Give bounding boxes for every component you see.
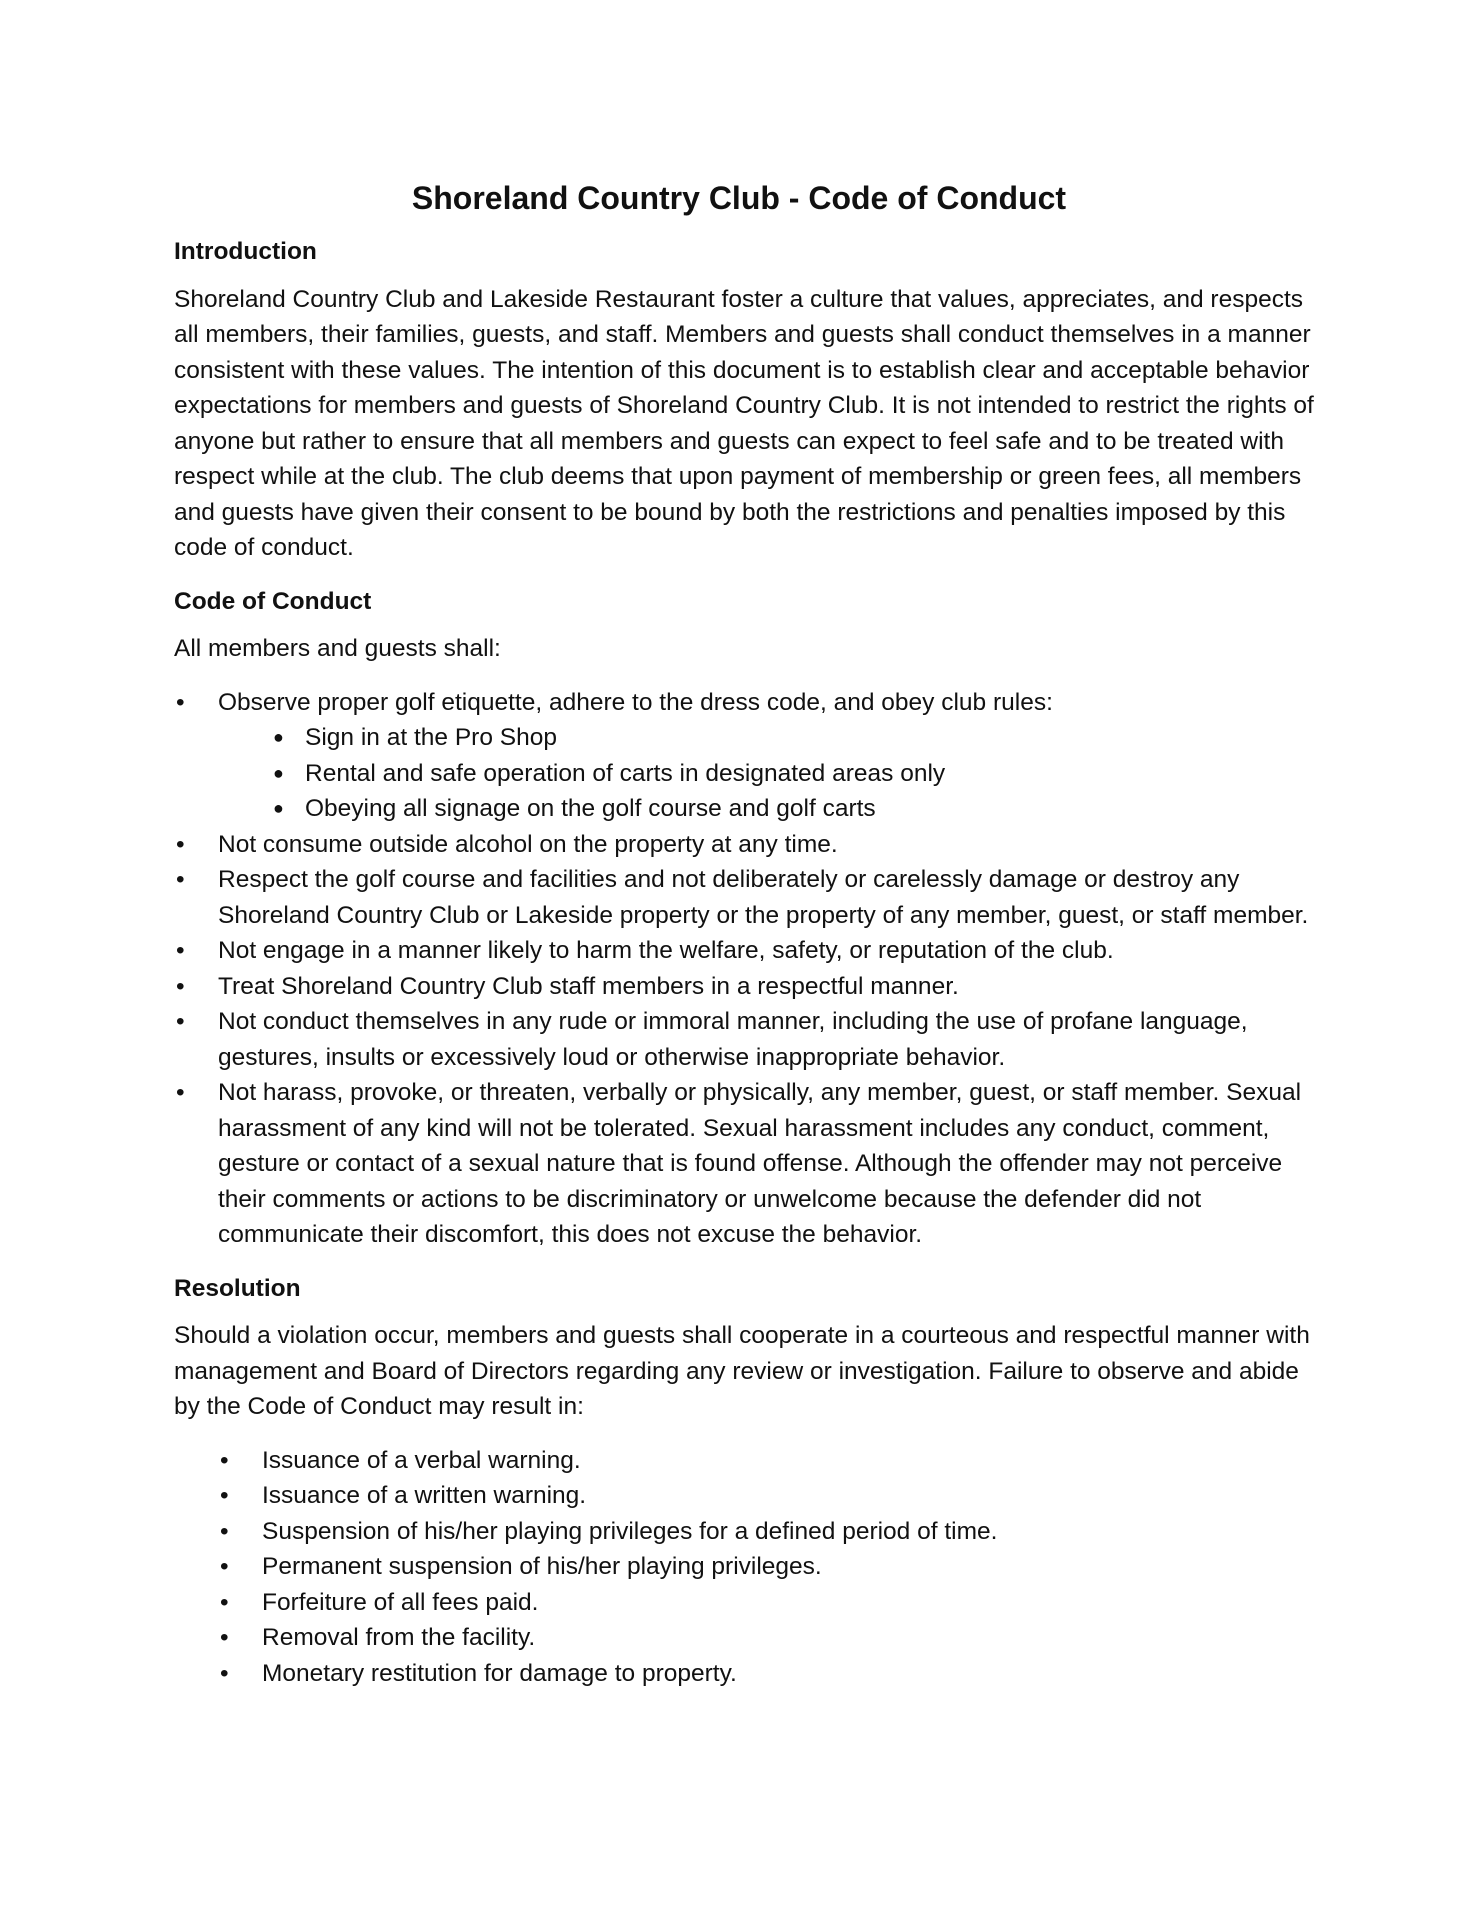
conduct-item: • Treat Shoreland Country Club staff members in a respectful manner. (174, 969, 1324, 1005)
penalties-list (174, 1443, 1324, 1692)
conduct-list (174, 685, 1324, 1253)
penalty-item: • Suspension of his/her playing privileges for a defined period of time. (174, 1514, 1324, 1550)
conduct-item (174, 685, 1324, 827)
penalty-item: • Permanent suspension of his/her playing privileges. (174, 1549, 1324, 1585)
penalty-item: • Removal from the facility. (174, 1620, 1324, 1656)
conduct-item: • Not engage in a manner likely to harm the welfare, safety, or reputation of the club. (174, 933, 1324, 969)
conduct-item: • Respect the golf course and facilities and not deliberately or carelessly damage or destroy any Shoreland Country Club or Lakeside property or the property of any member, guest, or staff member. (174, 862, 1324, 933)
document-title: Shoreland Country Club - Code of Conduct (411, 180, 1067, 216)
penalty-item: • Forfeiture of all fees paid. (174, 1585, 1324, 1621)
club-rule-item: ● Sign in at the Pro Shop (174, 720, 1324, 756)
introduction-heading: Introduction (174, 238, 317, 265)
conduct-item: • Not conduct themselves in any rude or immoral manner, including the use of profane language, gestures, insults or excessively loud or otherwise inappropriate behavior. (174, 1004, 1324, 1075)
club-rule-item: ● Rental and safe operation of carts in designated areas only (174, 756, 1324, 792)
document-page (174, 170, 1324, 1691)
penalty-item: • Issuance of a verbal warning. (174, 1443, 1324, 1479)
club-rule-item: ● Obeying all signage on the golf course and golf carts (174, 791, 1324, 827)
resolution-body: Should a violation occur, members and guests shall cooperate in a courteous and respectful manner with management and Board of Directors regarding any review or investigation. Failure to observe and abide by the Code of Conduct may result in: (174, 1322, 1310, 1420)
code-of-conduct-heading: Code of Conduct (174, 587, 372, 615)
introduction-body: Shoreland Country Club and Lakeside Restaurant foster a culture that values, appreciates, and respects all members, their families, guests, and staff. Members and guests shall conduct themselves in a manner consistent with these values. The intention of this document is to establish clear and acceptable behavior expectations for members and guests of Shoreland Country Club. It is not intended to restrict the rights of anyone but rather to ensure that all members and guests can expect to feel safe and to be treated with respect while at the club. The club deems that upon payment of membership or green fees, all members and guests have given their consent to be bound by both the restrictions and penalties imposed by this code of conduct. (174, 285, 1314, 561)
conduct-item: • Not harass, provoke, or threaten, verbally or physically, any member, guest, or staff member. Sexual harassment of any kind will not be tolerated. Sexual harassment includes any conduct, comment, gesture or contact of a sexual nature that is found offense. Although the offender may not perceive their comments or actions to be discriminatory or unwelcome because the defender did not communicate their discomfort, this does not excuse the behavior. (174, 1075, 1324, 1253)
conduct-item: • Not consume outside alcohol on the property at any time. (174, 827, 1324, 863)
code-of-conduct-lead: All members and guests shall: (174, 635, 501, 662)
penalty-item: • Monetary restitution for damage to property. (174, 1656, 1324, 1692)
club-rules-sublist (174, 720, 1324, 827)
resolution-heading: Resolution (174, 1274, 301, 1302)
conduct-item-text: Observe proper golf etiquette, adhere to the dress code, and obey club rules: (218, 688, 1053, 716)
penalty-item: • Issuance of a written warning. (174, 1478, 1324, 1514)
